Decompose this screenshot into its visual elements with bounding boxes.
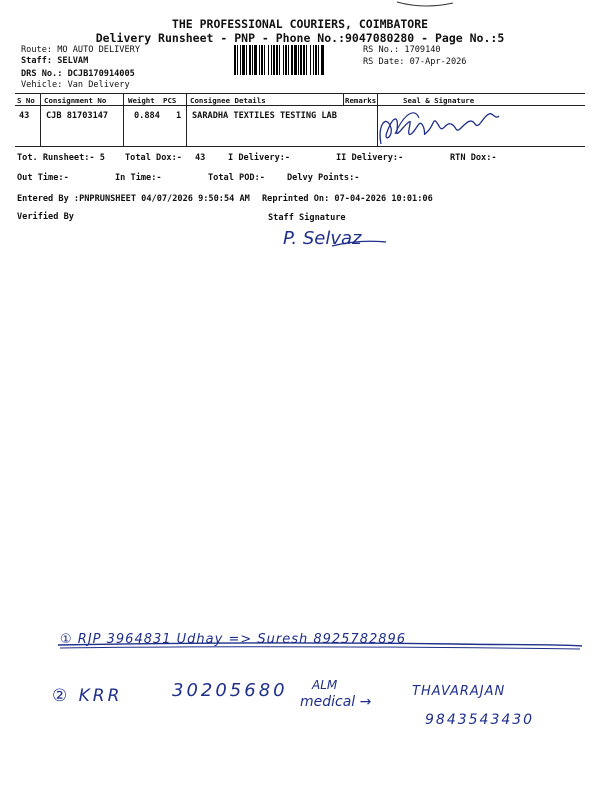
rs-date: RS Date: 07-Apr-2026 [363, 57, 467, 67]
barcode-bar [310, 45, 311, 75]
barcode-bar [252, 45, 253, 75]
barcode-bar [298, 45, 299, 75]
handwritten-alm: ALM [312, 678, 338, 692]
row-consignment: CJB 81703147 [46, 111, 109, 121]
vehicle-label: Vehicle: Van Delivery [21, 80, 130, 90]
entered-by: Entered By :PNPRUNSHEET 04/07/2026 9:50:54 AM [17, 194, 250, 204]
barcode-bar [276, 45, 278, 75]
barcode-bar [271, 45, 272, 75]
col-divider [186, 93, 187, 146]
barcode-bar [261, 45, 263, 75]
tot-runsheet: Tot. Runsheet:- 5 [17, 153, 105, 163]
barcode-bar [234, 45, 236, 75]
handwritten-number: 30205680 [172, 680, 288, 701]
rs-number: RS No.: 1709140 [363, 45, 441, 55]
staff-label: Staff: SELVAM [21, 56, 89, 66]
signature-underline [330, 236, 390, 250]
header-seal: Seal & Signature [403, 96, 475, 105]
handwritten-phone: 9843543430 [425, 712, 535, 728]
in-time: In Time:- [115, 173, 162, 183]
total-pod: Total POD:- [208, 173, 265, 183]
barcode-bar [264, 45, 265, 75]
strikethrough-line [56, 636, 586, 652]
col-divider [343, 93, 344, 106]
barcode-bar [321, 45, 324, 75]
barcode-bar [268, 45, 269, 75]
barcode-bar [259, 45, 260, 75]
header-sno: S No [17, 96, 35, 105]
total-dox-label: Total Dox:- [125, 153, 182, 163]
drs-number: DRS No.: DCJB170914005 [21, 69, 135, 79]
verified-by: Verified By [17, 212, 74, 222]
barcode-bar [294, 45, 297, 75]
barcode-bar [273, 45, 275, 75]
barcode-bar [313, 45, 314, 75]
route-label: Route: MO AUTO DELIVERY [21, 45, 140, 55]
header-pcs: PCS [163, 96, 177, 105]
table-top-border [15, 93, 585, 94]
row-weight: 0.884 [134, 111, 160, 121]
header-remarks: Remarks [345, 96, 377, 105]
barcode-bar [283, 45, 284, 75]
barcode-bar [254, 45, 257, 75]
company-title: THE PROFESSIONAL COURIERS, COIMBATORE [171, 17, 429, 31]
header-weight: Weight [128, 96, 155, 105]
row-pcs: 1 [176, 111, 182, 121]
runsheet-subtitle: Delivery Runsheet - PNP - Phone No.:9047080280 - Page No.:5 [95, 31, 505, 45]
pen-mark [395, 0, 455, 8]
barcode-bar [291, 45, 293, 75]
barcode-bar [300, 45, 302, 75]
barcode-bar [306, 45, 307, 75]
barcode-bar [303, 45, 305, 75]
receiver-signature-image [375, 104, 505, 152]
handwritten-name: THAVARAJAN [412, 684, 506, 699]
reprinted-on: Reprinted On: 07-04-2026 10:01:06 [262, 194, 433, 204]
col-divider [40, 93, 41, 146]
handwritten-medical: medical → [300, 694, 372, 710]
barcode-bar [315, 45, 317, 75]
staff-signature-label: Staff Signature [268, 213, 346, 223]
barcode-bar [246, 45, 247, 75]
handwritten-note-1: ① RJP 3964831 Udhay => Suresh 8925782896 [60, 632, 407, 647]
barcode-bar [240, 45, 241, 75]
rtn-dox: RTN Dox:- [450, 153, 497, 163]
i-delivery: I Delivery:- [228, 153, 291, 163]
header-consignment: Consignment No [44, 96, 107, 105]
barcode-image [234, 45, 359, 75]
row-sno: 43 [19, 111, 30, 121]
header-consignee: Consignee Details [190, 96, 266, 105]
barcode-bar [318, 45, 319, 75]
total-dox-value: 43 [195, 153, 206, 163]
row-consignee: SARADHA TEXTILES TESTING LAB [192, 111, 337, 121]
barcode-bar [288, 45, 289, 75]
barcode-bar [285, 45, 287, 75]
ii-delivery: II Delivery:- [336, 153, 404, 163]
barcode-bar [242, 45, 245, 75]
staff-signature: P. Selvaz [283, 228, 362, 249]
barcode-bar [249, 45, 251, 75]
barcode-bar [279, 45, 280, 75]
out-time: Out Time:- [17, 173, 69, 183]
handwritten-krr: ② KRR [52, 686, 123, 706]
delvy-points: Delvy Points:- [287, 173, 360, 183]
barcode-bar [237, 45, 238, 75]
col-divider [123, 93, 124, 146]
